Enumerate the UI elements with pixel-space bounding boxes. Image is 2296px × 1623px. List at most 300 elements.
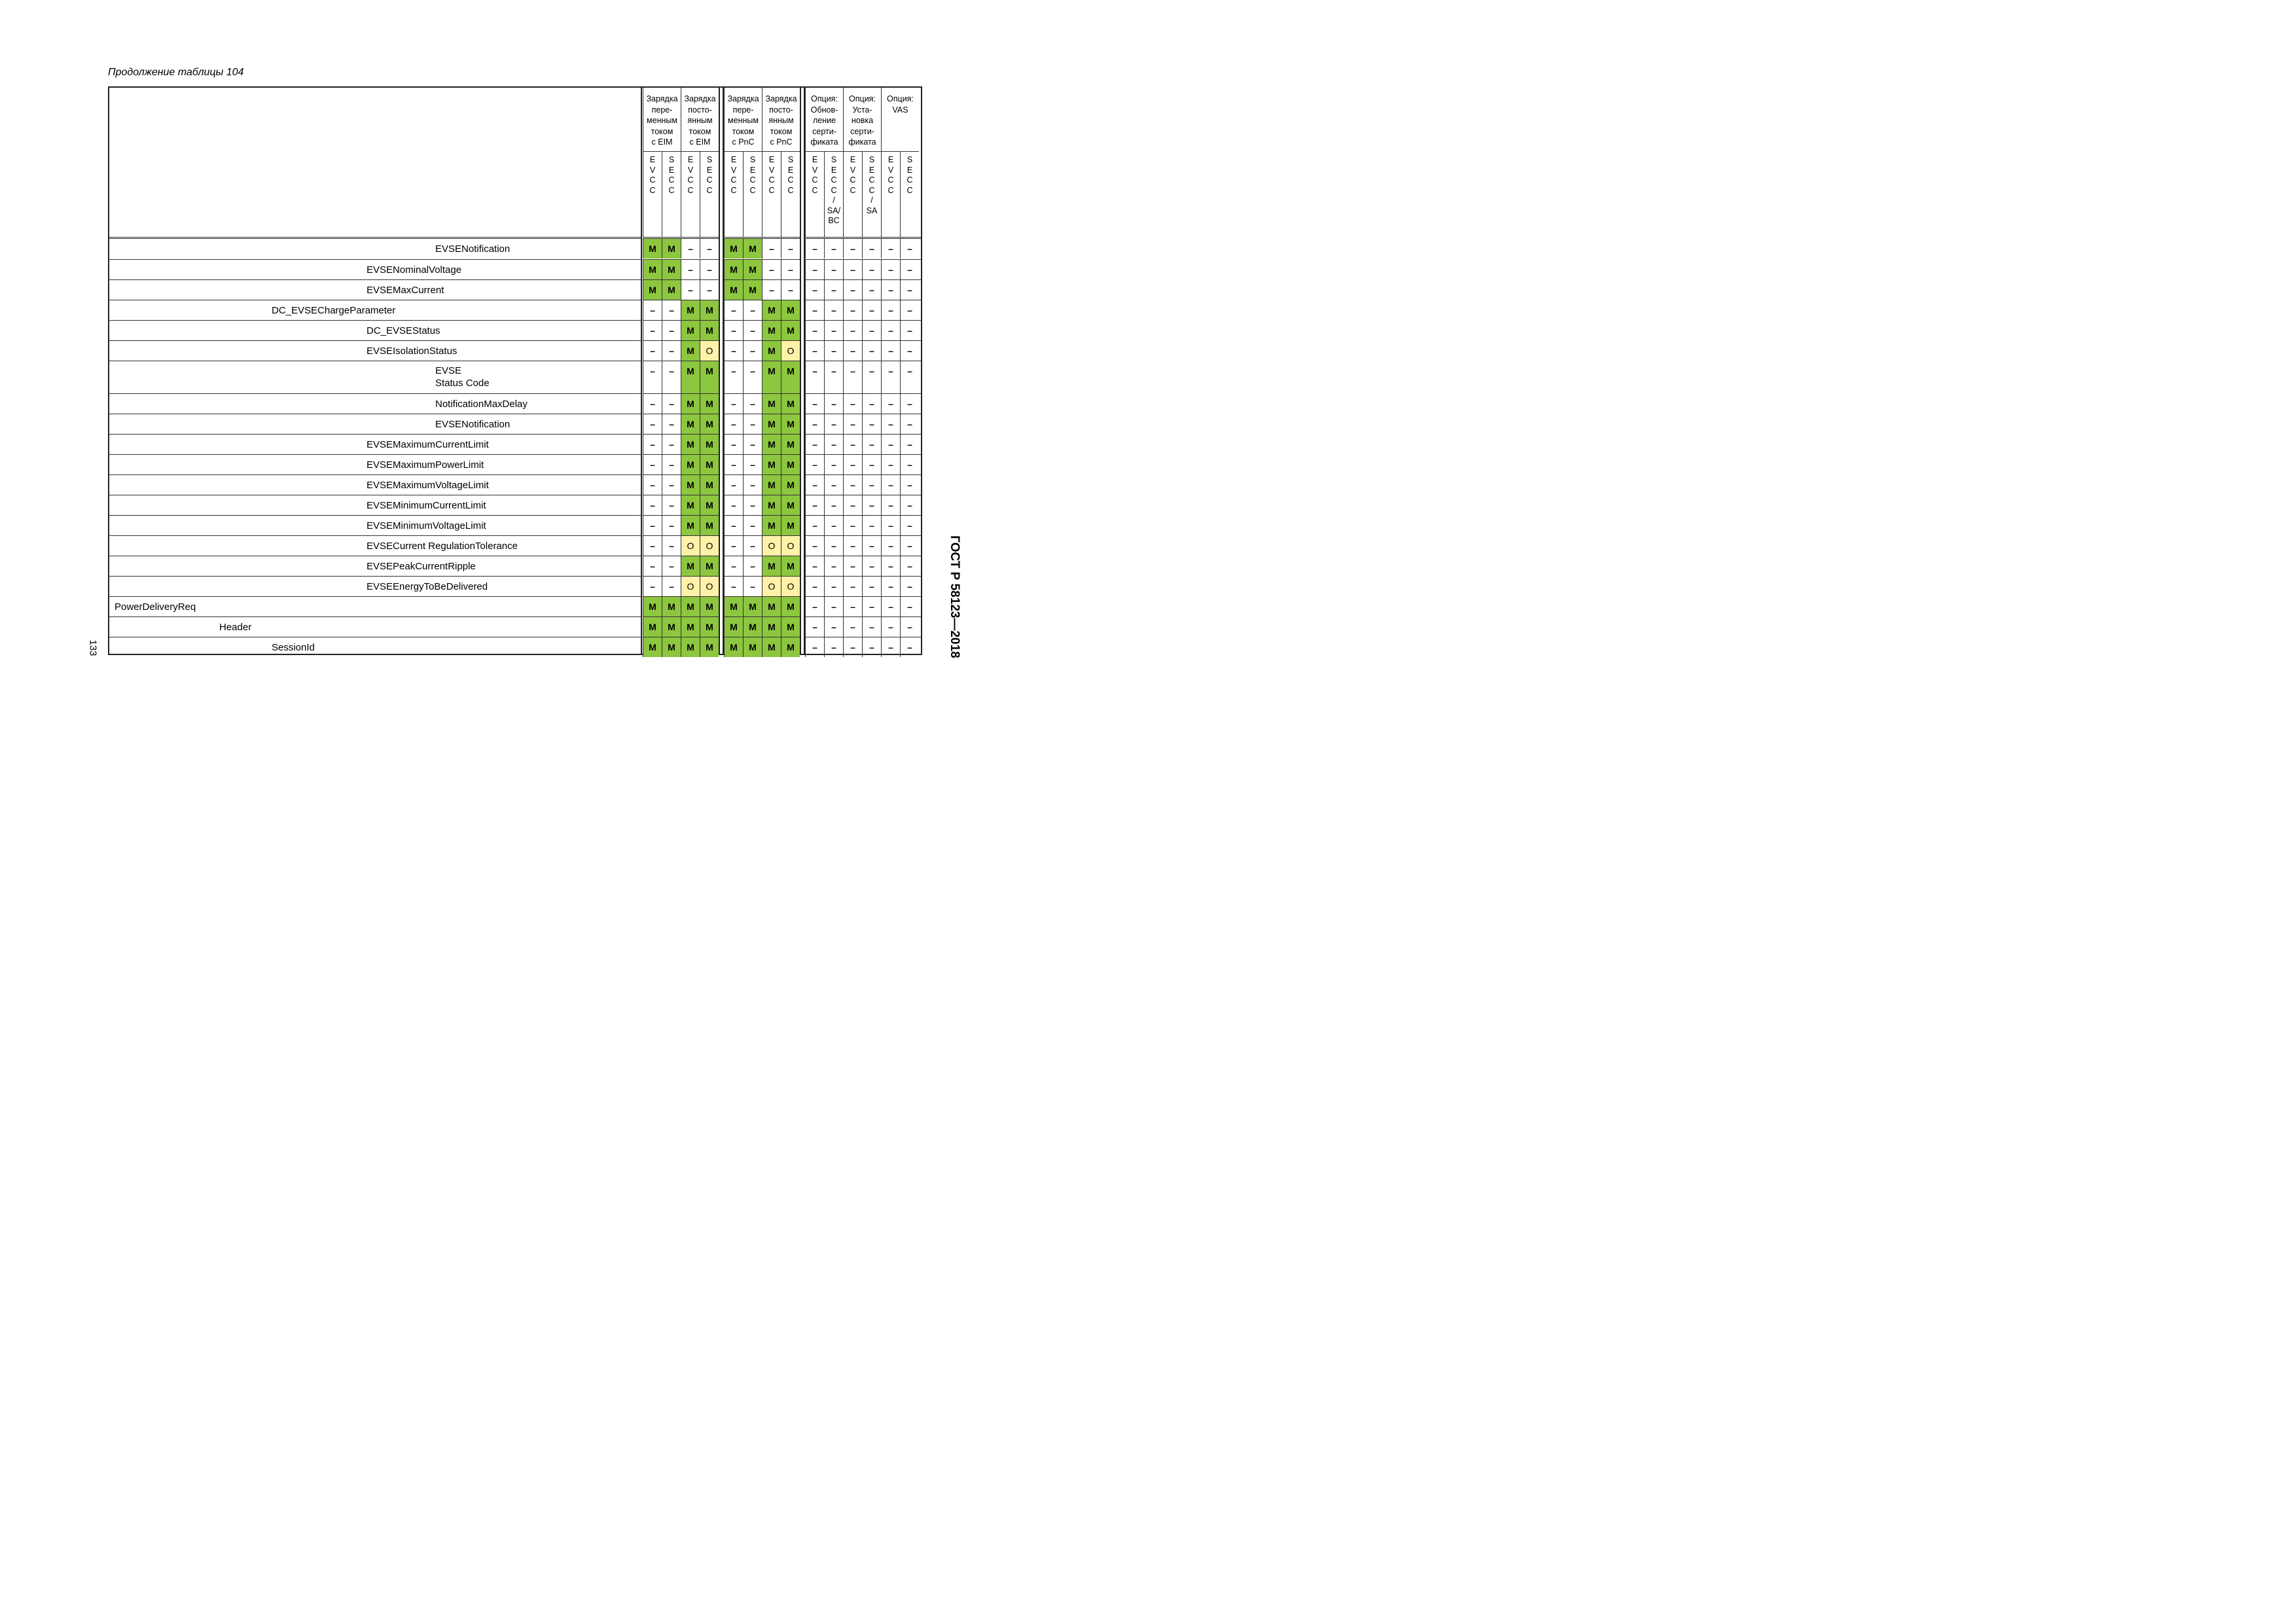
requirement-cell: – [781, 260, 800, 279]
requirement-cell: – [900, 280, 919, 300]
requirement-cell: M [643, 239, 662, 259]
requirement-cell: M [662, 280, 681, 300]
requirement-cell: M [700, 321, 719, 340]
requirement-cell: – [724, 414, 743, 434]
requirement-cell: – [900, 239, 919, 259]
requirement-cell: – [743, 516, 762, 535]
requirement-cell: M [724, 260, 743, 279]
sub-column-header-char: V [687, 165, 694, 175]
requirement-cell: – [781, 280, 800, 300]
requirement-cell: – [843, 280, 862, 300]
column-group-header [881, 88, 919, 151]
sub-column-header-char: C [831, 185, 837, 195]
requirement-cell: – [881, 260, 900, 279]
requirement-cell: – [862, 577, 881, 596]
requirement-cell: – [900, 556, 919, 576]
requirement-cell: O [700, 341, 719, 361]
sub-column-header-char: E [869, 165, 875, 175]
sub-column-header-char: E [649, 155, 656, 164]
column-group-header-line: янным [687, 116, 713, 125]
row-label-line: DC_EVSEChargeParameter [272, 305, 396, 316]
requirement-cell: – [824, 516, 843, 535]
requirement-cell: M [724, 597, 743, 616]
sub-column-header [881, 151, 900, 237]
requirement-cell: – [824, 455, 843, 474]
column-group-header-line: посто- [688, 105, 712, 115]
requirement-cell: – [643, 516, 662, 535]
requirement-cell: – [662, 556, 681, 576]
table-caption: Продолжение таблицы 104 [108, 67, 244, 78]
requirement-cell: M [700, 475, 719, 495]
requirement-cell: – [862, 516, 881, 535]
column-group-header-line: VAS [892, 105, 908, 115]
requirement-cell: – [743, 394, 762, 414]
requirement-cell: – [743, 435, 762, 454]
sub-column-header-char: C [812, 185, 818, 195]
requirement-cell: – [862, 321, 881, 340]
requirement-cell: M [781, 414, 800, 434]
requirement-cell: M [762, 556, 781, 576]
requirement-cell: M [781, 394, 800, 414]
row-label-line: Header [219, 622, 252, 633]
row-label [367, 325, 440, 337]
requirement-cell: M [681, 361, 700, 393]
column-separator [641, 88, 643, 654]
sub-column-header [743, 151, 762, 237]
requirement-cell: M [743, 260, 762, 279]
requirement-cell: M [724, 637, 743, 657]
requirement-cell: – [662, 361, 681, 393]
requirement-cell: – [900, 321, 919, 340]
table-row [109, 596, 921, 616]
table-row [109, 361, 921, 393]
requirement-cell: M [700, 597, 719, 616]
column-group-header-line: Зарядка [646, 94, 678, 103]
requirement-cell: M [681, 300, 700, 320]
row-label [367, 540, 518, 552]
requirement-cell: – [824, 239, 843, 259]
table-row [109, 454, 921, 474]
sub-column-header-char: C [906, 175, 913, 185]
column-group-header [681, 88, 719, 151]
requirement-cell: – [762, 239, 781, 259]
column-group-header-line: током [770, 126, 793, 136]
requirement-cell: – [843, 637, 862, 657]
requirement-cell: M [700, 556, 719, 576]
row-label-line: EVSEMaxCurrent [367, 285, 444, 296]
requirement-cell: M [681, 435, 700, 454]
row-label-line: EVSECurrent RegulationTolerance [367, 541, 518, 552]
requirement-cell: – [824, 475, 843, 495]
requirement-cell: M [743, 597, 762, 616]
requirement-cell: – [900, 495, 919, 515]
requirement-cell: M [762, 475, 781, 495]
requirement-cell: M [681, 394, 700, 414]
requirement-cell: – [724, 455, 743, 474]
requirement-cell: M [781, 455, 800, 474]
row-label-line: EVSEPeakCurrentRipple [367, 561, 476, 572]
column-group-header [643, 88, 681, 151]
sub-column-header-char: E [730, 155, 737, 164]
page-number: 133 [87, 639, 99, 656]
column-group-header-line: менным [647, 116, 677, 125]
requirement-cell: – [843, 495, 862, 515]
requirement-cell: M [643, 617, 662, 637]
column-group-header-line: пере- [651, 105, 673, 115]
requirement-cell: M [781, 321, 800, 340]
document-standard-title: ГОСТ Р 58123—2018 [948, 535, 961, 658]
row-label [367, 284, 444, 296]
sub-column-header-char: V [768, 165, 775, 175]
requirement-cell: – [724, 556, 743, 576]
requirement-cell: – [900, 577, 919, 596]
sub-column-header-char: V [850, 165, 856, 175]
sub-column-header-char: C [888, 185, 894, 195]
requirement-cell: – [843, 597, 862, 616]
row-label [367, 438, 489, 451]
requirement-cell: – [843, 394, 862, 414]
requirement-cell: M [762, 435, 781, 454]
requirement-cell: M [700, 414, 719, 434]
requirement-cell: – [824, 341, 843, 361]
requirement-cell: M [681, 341, 700, 361]
requirement-cell: – [862, 394, 881, 414]
row-label-line: PowerDeliveryReq [115, 601, 196, 613]
requirement-cell: – [824, 597, 843, 616]
sub-column-header-char: V [888, 165, 894, 175]
sub-column-header [824, 151, 843, 237]
sub-column-header [662, 151, 681, 237]
requirement-cell: – [743, 341, 762, 361]
requirement-cell: – [805, 637, 824, 657]
requirement-cell: – [862, 300, 881, 320]
requirement-cell: – [643, 321, 662, 340]
requirement-cell: – [900, 597, 919, 616]
sub-column-header-char: E [812, 155, 818, 164]
sub-column-header-char: C [831, 175, 837, 185]
row-label-line: EVSENotification [435, 419, 511, 430]
requirement-cell: – [900, 361, 919, 393]
requirement-cell: – [805, 435, 824, 454]
column-group-header [724, 88, 762, 151]
sub-column-header-char: C [787, 175, 794, 185]
requirement-cell: – [881, 516, 900, 535]
table-row [109, 434, 921, 454]
requirement-cell: – [662, 495, 681, 515]
requirement-cell: – [805, 495, 824, 515]
sub-column-header-char: C [906, 185, 913, 195]
table-row [109, 279, 921, 300]
row-label-line: EVSEEnergyToBeDelivered [367, 581, 488, 592]
requirement-cell: – [743, 536, 762, 556]
sub-column-header-char: SA/ [827, 205, 841, 215]
requirement-cell: – [900, 300, 919, 320]
requirement-cell: – [881, 577, 900, 596]
requirement-cell: M [781, 556, 800, 576]
column-group-header-line: посто- [769, 105, 793, 115]
requirement-cell: – [643, 435, 662, 454]
requirement-cell: – [643, 475, 662, 495]
requirement-cell: – [900, 341, 919, 361]
requirement-cell: – [724, 321, 743, 340]
requirement-cell: – [743, 455, 762, 474]
requirement-cell: – [881, 556, 900, 576]
sub-column-header-char: C [869, 175, 875, 185]
requirement-cell: O [681, 536, 700, 556]
requirement-cell: – [824, 577, 843, 596]
requirement-cell: – [824, 617, 843, 637]
requirement-cell: M [700, 495, 719, 515]
requirement-cell: M [743, 239, 762, 259]
requirement-cell: – [643, 577, 662, 596]
requirement-cell: M [700, 300, 719, 320]
column-group-header-line: янным [768, 116, 794, 125]
requirement-cell: – [805, 394, 824, 414]
requirement-cell: M [681, 556, 700, 576]
requirement-cell: – [881, 597, 900, 616]
table-row [109, 556, 921, 576]
requirement-cell: – [805, 300, 824, 320]
requirement-cell: – [862, 455, 881, 474]
requirement-cell: – [643, 300, 662, 320]
requirement-cell: M [700, 617, 719, 637]
sub-column-header-char: C [687, 175, 694, 185]
requirement-cell: – [724, 300, 743, 320]
requirement-cell: – [862, 597, 881, 616]
requirement-cell: M [724, 617, 743, 637]
requirement-cell: – [881, 435, 900, 454]
row-label-line: EVSEMinimumVoltageLimit [367, 520, 486, 531]
requirement-cell: – [824, 495, 843, 515]
sub-column-header [700, 151, 719, 237]
sub-column-header-char: C [687, 185, 694, 195]
sub-column-header-char: / [870, 196, 873, 205]
requirement-cell: – [881, 361, 900, 393]
requirement-cell: – [805, 536, 824, 556]
requirement-cell: – [843, 435, 862, 454]
row-label-line: EVSE [435, 365, 462, 376]
sub-column-header-char: E [668, 165, 675, 175]
requirement-cell: – [805, 260, 824, 279]
requirement-cell: – [881, 536, 900, 556]
requirement-cell: – [881, 617, 900, 637]
sub-column-header [681, 151, 700, 237]
sub-column-header-char: S [869, 155, 875, 164]
requirement-cell: M [762, 341, 781, 361]
requirement-cell: – [743, 361, 762, 393]
requirement-cell: – [881, 280, 900, 300]
requirement-cell: – [824, 536, 843, 556]
sub-column-header-char: C [768, 175, 775, 185]
requirement-cell: – [843, 536, 862, 556]
requirement-cell: – [681, 280, 700, 300]
requirement-cell: – [700, 239, 719, 259]
requirement-cell: M [700, 435, 719, 454]
requirement-cell: – [824, 435, 843, 454]
requirement-cell: – [805, 617, 824, 637]
requirement-cell: O [762, 536, 781, 556]
requirement-cell: – [881, 495, 900, 515]
requirement-cell: – [881, 321, 900, 340]
table-row [109, 393, 921, 414]
sub-column-header-char: C [730, 185, 737, 195]
requirements-table [108, 86, 922, 655]
requirement-cell: – [900, 536, 919, 556]
requirement-cell: M [762, 597, 781, 616]
requirement-cell: – [681, 239, 700, 259]
requirement-cell: – [862, 361, 881, 393]
requirement-cell: – [662, 394, 681, 414]
requirement-cell: – [743, 300, 762, 320]
requirement-cell: M [781, 516, 800, 535]
column-group-header-line: ление [812, 116, 836, 125]
sub-column-header-char: E [687, 155, 694, 164]
sub-column-header-char: E [888, 155, 894, 164]
sub-column-header-char: S [668, 155, 675, 164]
requirement-cell: – [900, 260, 919, 279]
table-row [109, 414, 921, 434]
requirement-cell: – [805, 556, 824, 576]
requirement-cell: – [643, 536, 662, 556]
table-row [109, 474, 921, 495]
sub-column-header [724, 151, 743, 237]
sub-column-header [900, 151, 919, 237]
sub-column-header-char: C [668, 175, 675, 185]
requirement-cell: O [762, 577, 781, 596]
requirement-cell: – [805, 516, 824, 535]
requirement-cell: M [643, 637, 662, 657]
requirement-cell: – [862, 280, 881, 300]
table-row [109, 637, 921, 657]
requirement-cell: – [724, 495, 743, 515]
requirement-cell: – [862, 536, 881, 556]
requirement-cell: M [762, 617, 781, 637]
requirement-cell: – [824, 361, 843, 393]
requirement-cell: – [805, 280, 824, 300]
requirement-cell: – [881, 341, 900, 361]
requirement-cell: M [743, 280, 762, 300]
requirement-cell: – [900, 435, 919, 454]
requirement-cell: M [700, 637, 719, 657]
requirement-cell: M [762, 361, 781, 393]
requirement-cell: – [843, 556, 862, 576]
column-group-header-line: Опция: [811, 94, 838, 103]
requirement-cell: – [724, 577, 743, 596]
requirement-cell: M [743, 637, 762, 657]
requirement-cell: – [762, 260, 781, 279]
requirement-cell: – [843, 260, 862, 279]
requirement-cell: – [862, 260, 881, 279]
requirement-cell: M [781, 617, 800, 637]
row-label [219, 621, 251, 633]
requirement-cell: – [843, 300, 862, 320]
sub-column-header-char: S [787, 155, 794, 164]
requirement-cell: – [805, 577, 824, 596]
requirement-cell: – [862, 239, 881, 259]
requirement-cell: M [762, 495, 781, 515]
requirement-cell: – [724, 516, 743, 535]
requirement-cell: – [805, 341, 824, 361]
column-group-header [762, 88, 800, 151]
sub-column-header-char: S [706, 155, 713, 164]
requirement-cell: M [681, 495, 700, 515]
column-group-header-line: током [732, 126, 755, 136]
column-group-header-line: с EIM [689, 137, 711, 147]
requirement-cell: – [862, 414, 881, 434]
requirement-cell: M [700, 516, 719, 535]
column-group-header-line: Зарядка [684, 94, 716, 103]
requirement-cell: M [762, 516, 781, 535]
row-label [115, 601, 196, 613]
requirement-cell: – [900, 414, 919, 434]
sub-column-header-char: C [869, 185, 875, 195]
sub-column-header-char: S [749, 155, 756, 164]
requirement-cell: – [724, 475, 743, 495]
requirement-cell: M [681, 637, 700, 657]
requirement-cell: M [700, 394, 719, 414]
sub-column-header-char: C [787, 185, 794, 195]
requirement-cell: – [824, 300, 843, 320]
requirement-cell: – [643, 361, 662, 393]
sub-column-header-char: E [787, 165, 794, 175]
requirement-cell: – [881, 239, 900, 259]
sub-column-header-char: E [768, 155, 775, 164]
sub-column-header-char: C [668, 185, 675, 195]
requirement-cell: – [900, 617, 919, 637]
sub-column-header-char: E [749, 165, 756, 175]
column-group-header-line: Обнов- [810, 105, 838, 115]
requirement-cell: – [743, 475, 762, 495]
requirement-cell: M [781, 435, 800, 454]
requirement-cell: – [881, 394, 900, 414]
requirement-cell: – [643, 495, 662, 515]
sub-column-header-char: C [706, 185, 713, 195]
sub-column-header-char: C [649, 185, 656, 195]
table-row [109, 239, 921, 259]
column-group-header [843, 88, 881, 151]
requirement-cell: – [805, 455, 824, 474]
table-row [109, 576, 921, 596]
requirement-cell: O [700, 577, 719, 596]
column-group-header-line: новка [851, 116, 874, 125]
requirement-cell: M [781, 361, 800, 393]
row-label-line: SessionId [272, 642, 315, 653]
requirement-cell: M [743, 617, 762, 637]
requirement-cell: – [843, 361, 862, 393]
requirement-cell: – [743, 414, 762, 434]
requirement-cell: M [681, 321, 700, 340]
requirement-cell: – [724, 536, 743, 556]
requirement-cell: O [781, 536, 800, 556]
requirement-cell: – [900, 455, 919, 474]
column-group-header-line: током [689, 126, 711, 136]
column-separator [719, 88, 724, 654]
requirement-cell: M [643, 280, 662, 300]
requirement-cell: – [662, 475, 681, 495]
requirement-cell: – [662, 341, 681, 361]
sub-column-header-char: / [833, 196, 835, 205]
sub-column-header-char: V [649, 165, 656, 175]
requirement-cell: – [805, 321, 824, 340]
requirement-cell: – [662, 455, 681, 474]
requirement-cell: M [762, 414, 781, 434]
sub-column-header-char: S [906, 155, 913, 164]
row-label-line: EVSEMaximumPowerLimit [367, 459, 484, 471]
sub-column-header-char: C [812, 175, 818, 185]
sub-column-header [781, 151, 800, 237]
requirement-cell: – [862, 341, 881, 361]
requirement-cell: M [681, 597, 700, 616]
